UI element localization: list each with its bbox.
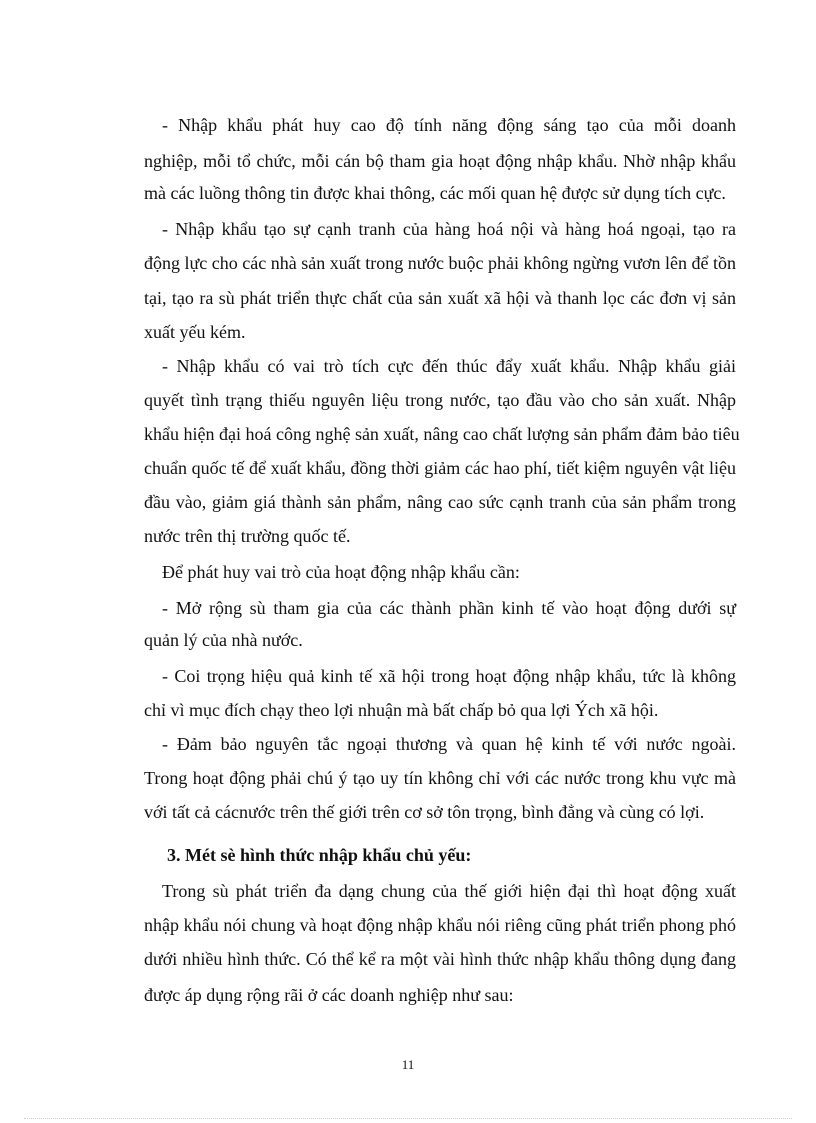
- text-line: nước trên thị trường quốc tế.: [144, 526, 351, 546]
- text-line: - Nhập khẩu tạo sự cạnh tranh của hàng hoá nội và hàng hoá ngoại, tạo ra: [162, 219, 736, 239]
- text-line: Trong sù phát triển đa dạng chung của thế giới hiện đại thì hoạt động xuất: [162, 881, 736, 901]
- text-line: nhập khẩu nói chung và hoạt động nhập khẩu nói riêng cũng phát triển phong phó: [144, 915, 736, 935]
- text-line: xuất yếu kém.: [144, 322, 246, 342]
- text-line: Để phát huy vai trò của hoạt động nhập khẩu cần:: [162, 562, 520, 582]
- section-heading: 3. Mét sè hình thức nhập khẩu chủ yếu:: [167, 845, 472, 865]
- text-line: được áp dụng rộng rãi ở các doanh nghiệp như sau:: [144, 985, 514, 1005]
- text-line: đầu vào, giảm giá thành sản phẩm, nâng cao sức cạnh tranh của sản phẩm trong: [144, 492, 736, 512]
- text-line: khẩu hiện đại hoá công nghệ sản xuất, nâng cao chất lượng sản phẩm đảm bảo tiêu: [144, 424, 740, 444]
- text-line: tại, tạo ra sù phát triển thực chất của sản xuất xã hội và thanh lọc các đơn vị sản: [144, 288, 736, 308]
- text-line: quản lý của nhà nước.: [144, 630, 303, 650]
- text-line: nghiệp, mỗi tổ chức, mỗi cán bộ tham gia hoạt động nhập khẩu. Nhờ nhập khẩu: [144, 151, 736, 171]
- text-line: - Đảm bảo nguyên tắc ngoại thương và quan hệ kinh tế với nước ngoài.: [162, 734, 736, 754]
- text-line: - Mở rộng sù tham gia của các thành phần kinh tế vào hoạt động dưới sự: [162, 598, 736, 618]
- text-line: với tất cả cácnước trên thế giới trên cơ sở tôn trọng, bình đẳng và cùng có lợi.: [144, 802, 705, 822]
- text-line: dưới nhiều hình thức. Có thể kể ra một vài hình thức nhập khẩu thông dụng đang: [144, 949, 736, 969]
- page-number: 11: [401, 1057, 415, 1072]
- text-line: động lực cho các nhà sản xuất trong nước buộc phải không ngừng vươn lên để tồn: [144, 253, 736, 273]
- footer-divider: [24, 1118, 792, 1119]
- text-line: chỉ vì mục đích chạy theo lợi nhuận mà bất chấp bỏ qua lợi Ých xã hội.: [144, 700, 659, 720]
- text-line: - Nhập khẩu có vai trò tích cực đến thúc đẩy xuất khẩu. Nhập khẩu giải: [162, 356, 736, 376]
- text-line: mà các luồng thông tin được khai thông, các mối quan hệ được sử dụng tích cực.: [144, 183, 726, 203]
- text-line: Trong hoạt động phải chú ý tạo uy tín không chỉ với các nước trong khu vực mà: [144, 768, 736, 788]
- text-line: - Coi trọng hiệu quả kinh tế xã hội trong hoạt động nhập khẩu, tức là không: [162, 666, 736, 686]
- text-line: - Nhập khẩu phát huy cao độ tính năng động sáng tạo của mỗi doanh: [162, 115, 736, 135]
- text-line: chuẩn quốc tế để xuất khẩu, đồng thời giảm các hao phí, tiết kiệm nguyên vật liệu: [144, 458, 736, 478]
- text-line: quyết tình trạng thiếu nguyên liệu trong nước, tạo đầu vào cho sản xuất. Nhập: [144, 390, 736, 410]
